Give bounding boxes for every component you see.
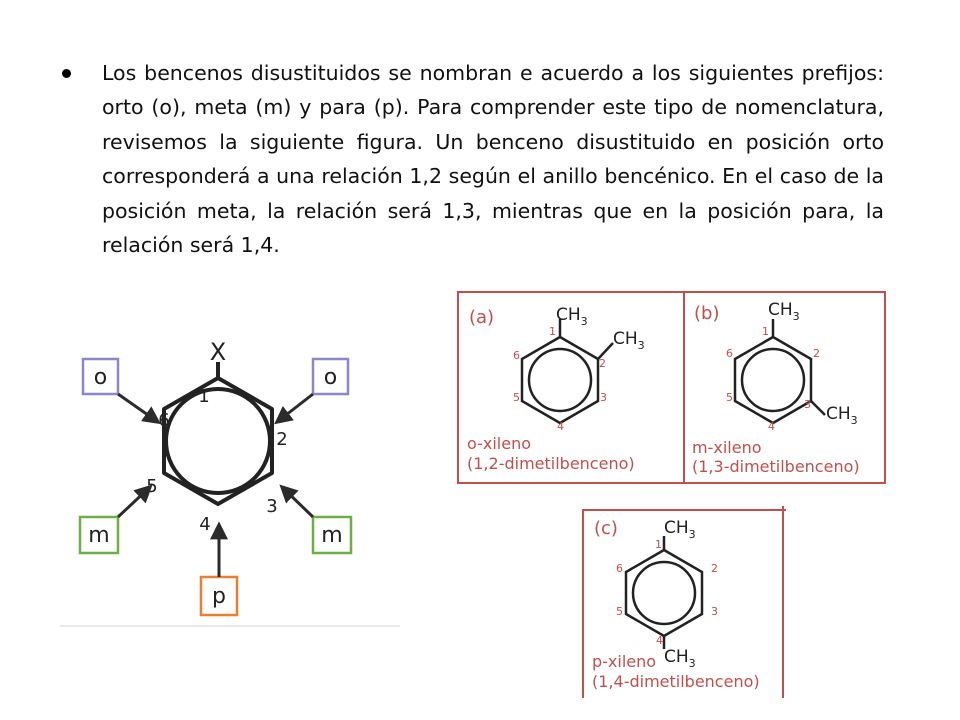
panel-a-sub2: $CH_3$ <box>613 329 645 352</box>
bullet-item <box>62 56 884 262</box>
panel-c-num-5: 5 <box>616 605 623 618</box>
panel-a-tag: (a) <box>469 307 495 328</box>
panel-c-tag: (c) <box>594 518 618 539</box>
panel-a-ortho-xylene <box>457 291 685 484</box>
position-number-1: 1 <box>198 386 210 407</box>
position-number-5: 5 <box>146 476 158 497</box>
panel-b-num-3: 3 <box>804 398 811 411</box>
panel-c-sub1: $CH_3$ <box>664 518 696 541</box>
panel-c-name: p-xileno <box>592 652 657 671</box>
panel-c-num-1: 1 <box>655 538 662 551</box>
arrow-meta-right <box>282 487 313 517</box>
panel-a-sub1: $CH_3$ <box>556 305 588 328</box>
orto-box-left-label: o <box>93 365 108 390</box>
panel-b-num-6: 6 <box>726 347 733 360</box>
arrow-orto-left <box>118 394 158 422</box>
panel-c-num-4: 4 <box>656 634 663 647</box>
arrow-meta-left <box>118 487 150 517</box>
orto-box-right-label: o <box>323 365 338 390</box>
panel-a-iupac: (1,2-dimetilbenceno) <box>467 454 635 473</box>
panel-c-aromatic-circle <box>633 562 695 624</box>
panel-c-iupac: (1,4-dimetilbenceno) <box>592 672 760 691</box>
panel-b-iupac: (1,3-dimetilbenceno) <box>692 457 860 476</box>
meta-box-right-label: m <box>321 523 343 548</box>
position-number-6: 6 <box>158 410 170 431</box>
panel-a-aromatic-circle <box>529 349 591 411</box>
panel-a-num-6: 6 <box>513 349 520 362</box>
position-number-3: 3 <box>266 496 278 517</box>
panel-a-num-2: 2 <box>599 357 606 370</box>
panel-c-num-2: 2 <box>711 562 718 575</box>
panel-a-num-4: 4 <box>557 420 564 433</box>
panel-b-num-5: 5 <box>726 391 733 404</box>
panel-b-tag: (b) <box>694 303 720 324</box>
position-number-2: 2 <box>276 429 288 450</box>
substituent-label: X <box>209 340 227 366</box>
panel-c-sub2: $CH_3$ <box>664 647 696 670</box>
panel-b-sub1: $CH_3$ <box>768 300 800 323</box>
panel-b-aromatic-circle <box>742 349 804 411</box>
panel-a-num-3: 3 <box>600 391 607 404</box>
panel-b-sub2: $CH_3$ <box>826 404 858 427</box>
panel-b-meta-xylene <box>684 291 886 484</box>
panel-a-name: o-xileno <box>467 434 531 453</box>
panel-c-num-3: 3 <box>711 605 718 618</box>
panel-a-num-5: 5 <box>513 391 520 404</box>
panel-c-para-xylene <box>582 506 786 698</box>
aromatic-circle <box>166 389 270 493</box>
bullet-icon <box>62 69 71 78</box>
panel-b-num-4: 4 <box>768 420 775 433</box>
panel-b-name: m-xileno <box>692 438 762 457</box>
para-box-label: p <box>212 584 226 609</box>
panel-a-num-1: 1 <box>549 325 556 338</box>
arrow-orto-right <box>277 394 313 422</box>
position-diagram <box>0 340 400 680</box>
panel-b-num-2: 2 <box>813 347 820 360</box>
paragraph-text: Los bencenos disustituidos se nombran e acuerdo a los siguientes prefijos: orto (o), meta (m) y para (p). Para comprender este tipo de nomenclatura, revisemos la siguiente figura. Un benceno disustituido en posición orto corresponderá a una relación 1,2 según el anillo bencénico. En el caso de la posición meta, la relación será 1,3, mientras que en la posición para, la relación será 1,4. <box>102 61 884 258</box>
position-number-4: 4 <box>199 514 211 535</box>
panel-c-num-6: 6 <box>616 562 623 575</box>
panel-b-num-1: 1 <box>762 325 769 338</box>
meta-box-left-label: m <box>88 523 110 548</box>
panel-b-bond-2 <box>811 401 825 415</box>
benzene-ring <box>164 378 272 504</box>
